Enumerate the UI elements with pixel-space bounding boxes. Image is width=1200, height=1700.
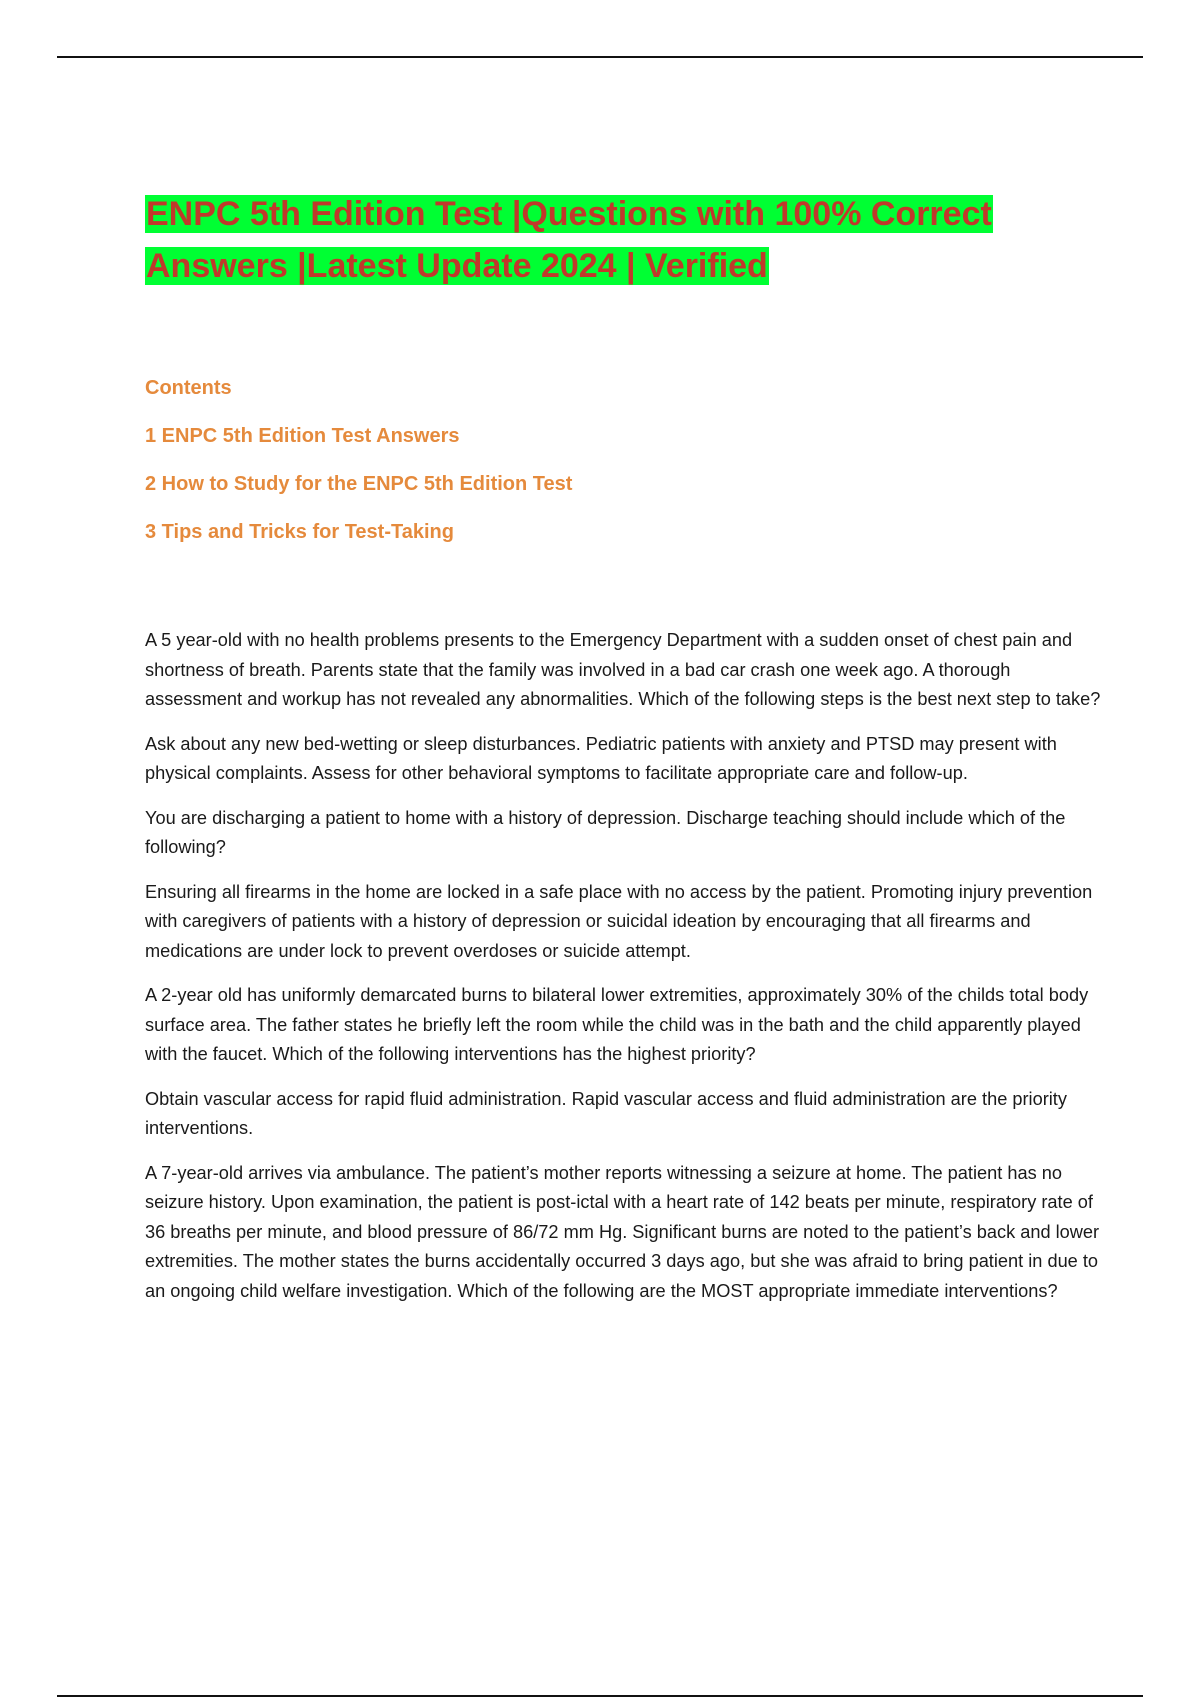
- table-of-contents: [145, 376, 1105, 544]
- title-line-2: Answers |Latest Update 2024 | Verified: [146, 247, 768, 285]
- toc-item-answers[interactable]: 1 ENPC 5th Edition Test Answers: [145, 425, 460, 447]
- toc-item-tips-and-tricks[interactable]: 3 Tips and Tricks for Test-Taking: [145, 521, 454, 543]
- toc-item-how-to-study[interactable]: 2 How to Study for the ENPC 5th Edition Test: [145, 473, 573, 495]
- question-4: A 7-year-old arrives via ambulance. The patient’s mother reports witnessing a seizure at home. The patient has no seizure history. Upon examination, the patient is post-ictal with a heart rate of 142 beats per minute, respiratory rate of 36 breaths per minute, and blood pressure of 86/72 mm Hg. Significant burns are noted to the patient’s back and lower extremities. The mother states the burns accidentally occurred 3 days ago, but she was afraid to bring patient in due to an ongoing child welfare investigation. Which of the following are the MOST appropriate immediate interventions?: [145, 1162, 1100, 1301]
- answer-2: Ensuring all firearms in the home are locked in a safe place with no access by the patient. Promoting injury prevention with caregivers of patients with a history of depression or suicidal ideation by encouraging that all firearms and medications are under lock to prevent overdoses or suicide attempt.: [145, 881, 1093, 961]
- top-rule: [57, 56, 1143, 58]
- answer-1: Ask about any new bed-wetting or sleep disturbances. Pediatric patients with anxiety and PTSD may present with physical complaints. Assess for other behavioral symptoms to facilitate appropriate care and follow-up.: [145, 733, 1057, 783]
- question-3: A 2-year old has uniformly demarcated burns to bilateral lower extremities, approximately 30% of the childs total body surface area. The father states he briefly left the room while the child was in the bath and the child apparently played with the faucet. Which of the following interventions has the highest priority?: [145, 985, 1089, 1064]
- document-title: [145, 188, 1105, 292]
- question-2: You are discharging a patient to home with a history of depression. Discharge teaching should include which of the following?: [145, 807, 1066, 857]
- title-line-1: ENPC 5th Edition Test |Questions with 100% Correct: [146, 195, 992, 233]
- question-1: A 5 year-old with no health problems presents to the Emergency Department with a sudden onset of chest pain and shortness of breath. Parents state that the family was involved in a bad car crash one week ago. A thorough assessment and workup has not revealed any abnormalities. Which of the following steps is the best next step to take?: [145, 630, 1101, 709]
- answer-3: Obtain vascular access for rapid fluid administration. Rapid vascular access and fluid administration are the priority interventions.: [145, 1088, 1067, 1138]
- toc-heading: Contents: [145, 377, 232, 399]
- bottom-rule: [57, 1695, 1143, 1697]
- document-page: [145, 188, 1105, 1321]
- document-body: [145, 626, 1105, 1306]
